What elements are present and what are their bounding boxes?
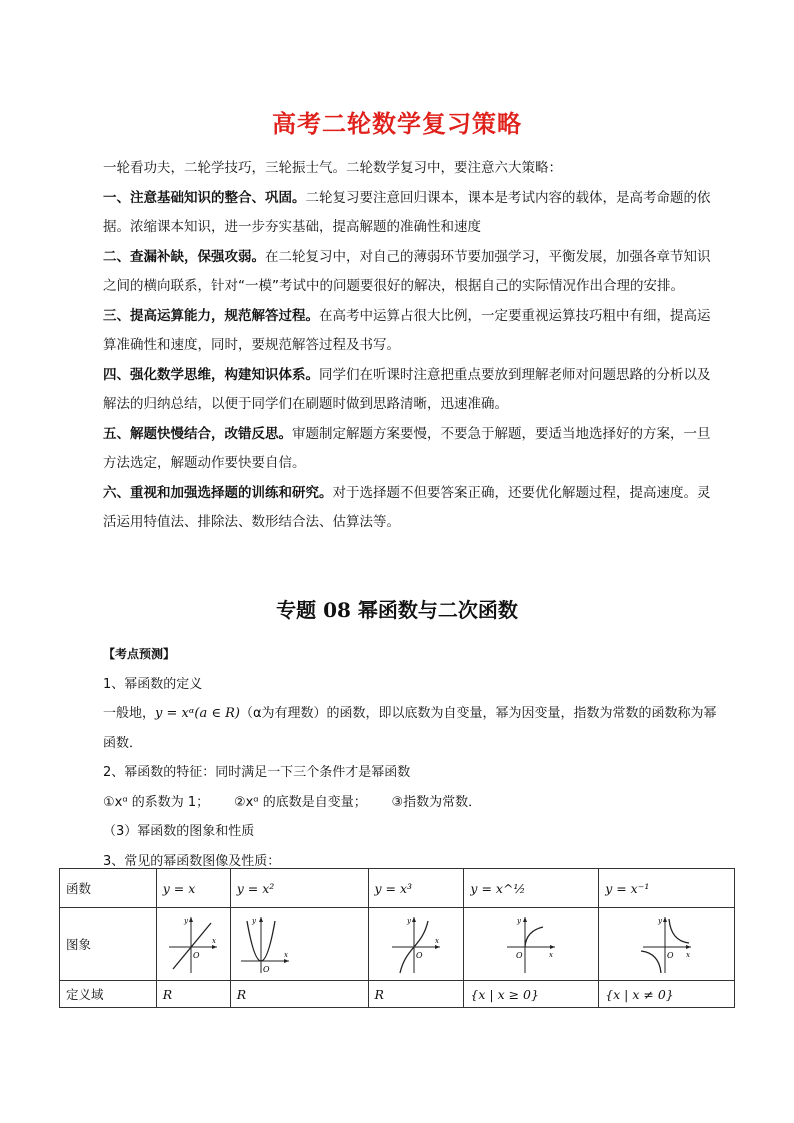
function-cell: y = x^½ (464, 869, 599, 908)
svg-text:x: x (434, 937, 439, 945)
feature-heading: 2、幂函数的特征：同时满足一下三个条件才是幂函数 (103, 765, 411, 780)
function-cell: y = x² (230, 869, 368, 908)
page-title: 高考二轮数学复习策略 (272, 110, 522, 138)
table-row (60, 981, 735, 1008)
svg-text:O: O (193, 951, 200, 960)
svg-text:O: O (666, 951, 674, 960)
section-tag: 【考点预测】 (103, 647, 176, 661)
strategy-head: 一、注意基础知识的整合、巩固。 (103, 189, 306, 206)
power-function-table (59, 868, 735, 1008)
row-label: 定义域 (60, 981, 157, 1008)
feature-items: ①xᵅ 的系数为 1； ②xᵅ 的底数是自变量； ③指数为常数． (103, 794, 482, 810)
table-row (60, 869, 735, 908)
graph-cell (230, 908, 368, 981)
line-graph-icon (165, 913, 221, 975)
parabola-graph-icon (237, 913, 293, 975)
intro-section (103, 154, 723, 538)
definition-formula: y = xᵅ(a ∈ R) (155, 706, 240, 721)
hyperbola-graph-icon (639, 913, 695, 975)
strategy-text: 在二轮复习中，对自己的薄弱环节要加强学习，平衡发展，加强各章节知识之间的横向联系，针对“一模”考试中的问题要很好的解决，根据自己的实际情况作出合理的安排。 (103, 248, 711, 294)
intro-lead: 一轮看功夫，二轮学技巧，三轮振士气。二轮数学复习中，要注意六大策略： (103, 160, 562, 176)
svg-text:y: y (517, 917, 522, 925)
function-cell: y = x³ (368, 869, 464, 908)
strategy-text: 二轮复习要注意回归课本，课本是考试内容的载体，是高考命题的依据。浓缩课本知识，进一步夯实基础，提高解题的准确性和速度 (103, 189, 711, 235)
definition-text-a: 一般地， (103, 706, 156, 721)
domain-cell: R (156, 981, 230, 1008)
strategy-text: 在高考中运算占很大比例，一定要重视运算技巧粗中有细，提高运算准确性和速度，同时，要规范解答过程及书写。 (103, 307, 711, 353)
function-cell: y = x (156, 869, 230, 908)
graph-cell (464, 908, 599, 981)
topic-title: 专题 08 幂函数与二次函数 (276, 598, 518, 622)
strategy-head: 二、查漏补缺，保强攻弱。 (103, 248, 265, 265)
svg-text:x: x (283, 951, 288, 959)
definition-heading: 1、幂函数的定义 (103, 676, 203, 692)
strategy-item-4 (103, 361, 723, 420)
strategy-item-1 (103, 184, 723, 243)
svg-text:y: y (251, 917, 256, 925)
graph-cell (156, 908, 230, 981)
svg-text:x: x (212, 937, 217, 945)
sqrt-graph-icon (503, 913, 559, 975)
definition-text (103, 699, 723, 758)
table-row (60, 908, 735, 981)
domain-cell: {x | x ≥ 0} (464, 981, 599, 1008)
common-heading: 3、常见的幂函数图像及性质： (103, 853, 281, 869)
domain-cell: R (368, 981, 464, 1008)
strategy-head: 五、解题快慢结合，改错反思。 (103, 425, 292, 442)
row-label: 图象 (60, 908, 157, 981)
domain-cell: {x | x ≠ 0} (599, 981, 735, 1008)
strategy-text: 对于选择题不但要答案正确，还要优化解题过程，提高速度。灵活运用特值法、排除法、数形结合法、估算法等。 (103, 484, 711, 530)
strategy-item-3 (103, 302, 723, 361)
strategy-head: 三、提高运算能力，规范解答过程。 (103, 307, 319, 324)
function-cell: y = x⁻¹ (599, 869, 735, 908)
svg-text:y: y (657, 917, 662, 925)
strategy-item-6 (103, 479, 723, 538)
strategy-head: 六、重视和加强选择题的训练和研究。 (103, 484, 333, 501)
strategy-item-5 (103, 420, 723, 479)
graph-cell (599, 908, 735, 981)
graph-heading: （3）幂函数的图象和性质 (103, 824, 255, 839)
svg-text:O: O (415, 951, 423, 960)
definition-text-b: （α为有理数）的函数，即以底数为自变量，幂为因变量，指数为常数的函数称为幂函数． (103, 706, 717, 751)
svg-text:O: O (262, 965, 270, 974)
cubic-graph-icon (388, 913, 444, 975)
svg-text:y: y (184, 917, 189, 925)
strategy-text: 同学们在听课时注意把重点要放到理解老师对问题思路的分析以及解法的归纳总结，以便于同学们在刷题时做到思路清晰，迅速准确。 (103, 366, 711, 412)
strategy-text: 审题制定解题方案要慢，不要急于解题，要适当地选择好的方案，一旦方法选定，解题动作要快要自信。 (103, 425, 711, 471)
svg-text:x: x (685, 951, 690, 959)
svg-text:x: x (549, 951, 554, 959)
strategy-item-2 (103, 243, 723, 302)
strategy-head: 四、强化数学思维，构建知识体系。 (103, 366, 319, 383)
topic-body (103, 640, 723, 876)
domain-cell: R (230, 981, 368, 1008)
svg-text:y: y (406, 917, 411, 925)
graph-cell (368, 908, 464, 981)
svg-text:O: O (516, 951, 523, 960)
row-label: 函数 (60, 869, 157, 908)
